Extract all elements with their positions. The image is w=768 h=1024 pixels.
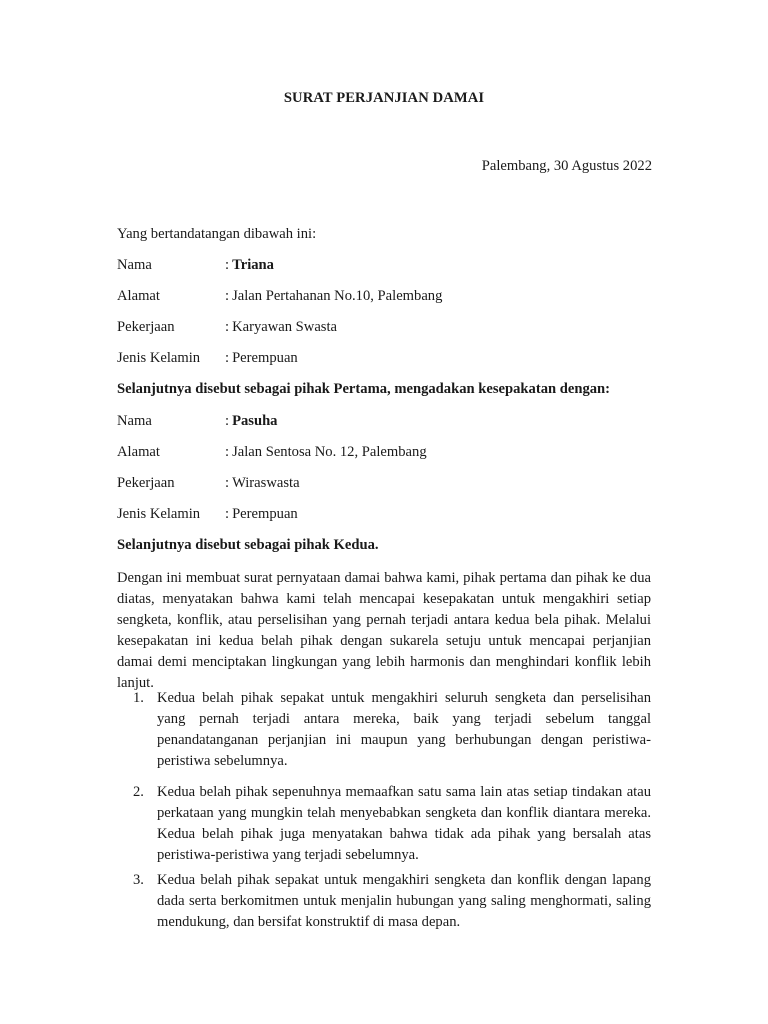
party-one-gender-row (117, 350, 298, 367)
field-colon: : (225, 257, 230, 273)
document-title: SURAT PERJANJIAN DAMAI (283, 90, 485, 106)
field-label: Alamat (117, 288, 160, 304)
party-one-occupation-row (117, 319, 337, 336)
field-label: Nama (117, 257, 152, 273)
field-colon: : (225, 319, 230, 335)
party-one-name-row (117, 257, 274, 274)
intro-text: Yang bertandatangan dibawah ini: (117, 226, 317, 242)
party-two-address-row (117, 444, 427, 461)
clause-text: Kedua belah pihak sepakat untuk mengakhiri seluruh sengketa dan perselisihan yang pernah terjadi antara mereka, baik yang terjadi sebelum tanggal penandatanganan perjanjian ini maupun yang berhubungan dengan peristiwa-peristiwa sebelumnya. (157, 690, 651, 769)
place-date: Palembang, 30 Agustus 2022 (481, 158, 652, 174)
party-one-address: Jalan Pertahanan No.10, Palembang (232, 288, 443, 304)
field-colon: : (225, 475, 230, 491)
field-label: Jenis Kelamin (117, 350, 201, 366)
field-label: Pekerjaan (117, 319, 175, 335)
party-two-occupation-row (117, 475, 300, 492)
field-label: Pekerjaan (117, 475, 175, 491)
field-colon: : (225, 288, 230, 304)
party-one-closing: Selanjutnya disebut sebagai pihak Pertama, mengadakan kesepakatan dengan: (117, 381, 611, 397)
clause-number: 2. (133, 784, 144, 800)
clause-item (133, 870, 651, 933)
field-label: Alamat (117, 444, 160, 460)
party-one-address-row (117, 288, 442, 305)
clause-number: 3. (133, 872, 144, 888)
field-colon: : (225, 350, 230, 366)
party-one-occupation: Karyawan Swasta (232, 319, 338, 335)
party-one-gender: Perempuan (232, 350, 298, 366)
field-colon: : (225, 506, 230, 522)
party-two-gender-row (117, 506, 298, 523)
party-two-gender: Perempuan (232, 506, 298, 522)
party-two-address: Jalan Sentosa No. 12, Palembang (232, 444, 427, 460)
party-two-name: Pasuha (232, 413, 278, 429)
field-label: Jenis Kelamin (117, 506, 201, 522)
party-two-name-row (117, 413, 277, 430)
field-colon: : (225, 413, 230, 429)
clause-text: Kedua belah pihak sepenuhnya memaafkan satu sama lain atas setiap tindakan atau perkataan yang mungkin telah menyebabkan sengketa dan konflik diantara mereka. Kedua belah pihak juga menyatakan bahwa tidak ada pihak yang bersalah atas peristiwa-peristiwa yang terjadi sebelumnya. (157, 784, 651, 863)
field-label: Nama (117, 413, 152, 429)
party-one-name: Triana (232, 257, 274, 273)
clause-text: Kedua belah pihak sepakat untuk mengakhiri sengketa dan konflik dengan lapang dada serta berkomitmen untuk menjalin hubungan yang saling menghormati, saling mendukung, dan bersifat konstruktif di masa depan. (157, 872, 651, 930)
field-colon: : (225, 444, 230, 460)
party-two-occupation: Wiraswasta (232, 475, 300, 491)
clause-item (133, 782, 651, 866)
clause-item (133, 688, 651, 772)
clause-number: 1. (133, 690, 144, 706)
body-paragraph: Dengan ini membuat surat pernyataan damai bahwa kami, pihak pertama dan pihak ke dua diatas, menyatakan bahwa kami telah mencapai kesepakatan untuk mengakhiri setiap sengketa, konflik, atau perselisihan yang pernah terjadi antara kedua bela pihak. Melalui kesepakatan ini kedua belah pihak dengan sukarela setuju untuk mencapai perjanjian damai demi menciptakan lingkungan yang lebih harmonis dan menghindari konflik lebih lanjut. (117, 570, 651, 691)
party-two-closing: Selanjutnya disebut sebagai pihak Kedua. (117, 537, 379, 553)
